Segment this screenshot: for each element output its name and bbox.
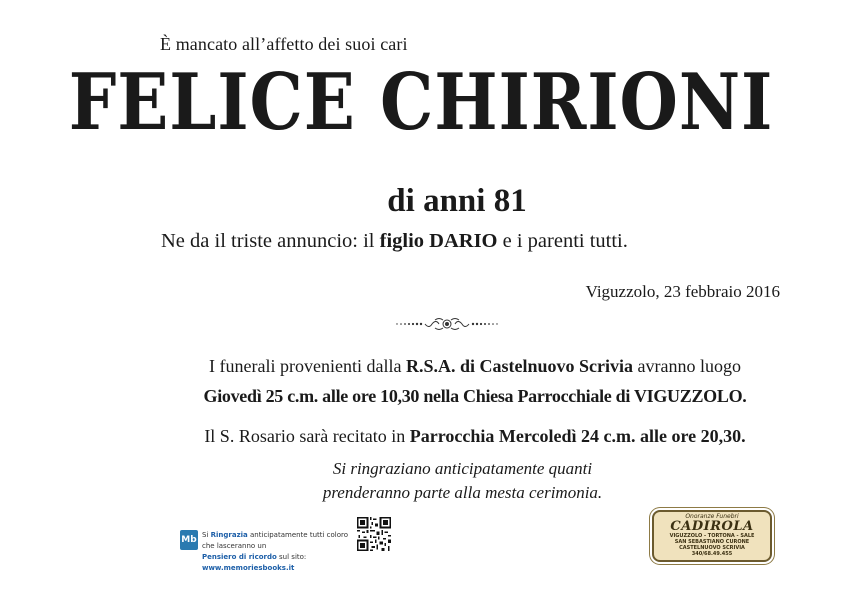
rosary-line-bold: Parrocchia Mercoledì 24 c.m. alle ore 20,30. bbox=[409, 426, 746, 446]
announcement-bold: figlio DARIO bbox=[379, 230, 498, 252]
intro-text: È mancato all’affetto dei suoi cari bbox=[160, 34, 408, 54]
memories-mid: anticipatamente tutti coloro che lasceranno un bbox=[202, 531, 349, 550]
funeral-home-locations-1: VIGUZZOLO - TORTONA - SALE bbox=[669, 533, 755, 539]
funeral-home-phone: 340/68.49.455 bbox=[691, 551, 733, 557]
memories-site-link[interactable]: www.memoriesbooks.it bbox=[202, 564, 295, 572]
funeral-line-1-lead: I funerali provenienti dalla bbox=[209, 356, 406, 376]
funeral-line-1-bold: R.S.A. di Castelnuovo Scrivia bbox=[405, 356, 633, 376]
thanks-line-2: prenderanno parte alla mesta cerimonia. bbox=[322, 483, 603, 502]
funeral-home-locations-2: SAN SEBASTIANO CURONE bbox=[674, 539, 750, 545]
funeral-home-locations-3: CASTELNUOVO SCRIVIA bbox=[679, 545, 745, 551]
rosary-line-lead: Il S. Rosario sarà recitato in bbox=[204, 426, 410, 446]
memories-prefix: Si bbox=[202, 531, 211, 539]
memoriesbooks-logo-icon: Mb bbox=[180, 530, 198, 550]
funeral-line-1-tail: avranno luogo bbox=[632, 356, 741, 376]
memories-highlight: Ringrazia bbox=[210, 531, 248, 539]
rosary-line bbox=[0, 426, 842, 447]
announcement-tail: e i parenti tutti. bbox=[497, 230, 628, 252]
decorative-divider-icon bbox=[392, 316, 502, 332]
age-line: di anni 81 bbox=[387, 183, 527, 219]
place-date: Viguzzolo, 23 febbraio 2016 bbox=[585, 282, 780, 301]
qr-code-icon[interactable] bbox=[357, 517, 391, 551]
funeral-line-2: Giovedì 25 c.m. alle ore 10,30 nella Chiesa Parrocchiale di VIGUZZOLO. bbox=[203, 386, 747, 406]
memories-suffix: sul sito: bbox=[276, 553, 307, 561]
funeral-home-badge bbox=[652, 510, 772, 562]
announcement-lead: Ne da il triste annuncio: il bbox=[161, 230, 380, 252]
deceased-name: FELICE CHIRIONI bbox=[68, 57, 774, 148]
funeral-home-header: Onoranze Funebri bbox=[685, 513, 739, 520]
memories-note bbox=[202, 530, 362, 574]
announcement-line bbox=[161, 230, 628, 253]
funeral-line-1 bbox=[0, 356, 842, 377]
funeral-home-name: CADIROLA bbox=[670, 519, 754, 534]
thanks-line-1: Si ringraziano anticipatamente quanti bbox=[332, 459, 593, 478]
memories-link-label[interactable]: Pensiero di ricordo bbox=[202, 553, 277, 561]
